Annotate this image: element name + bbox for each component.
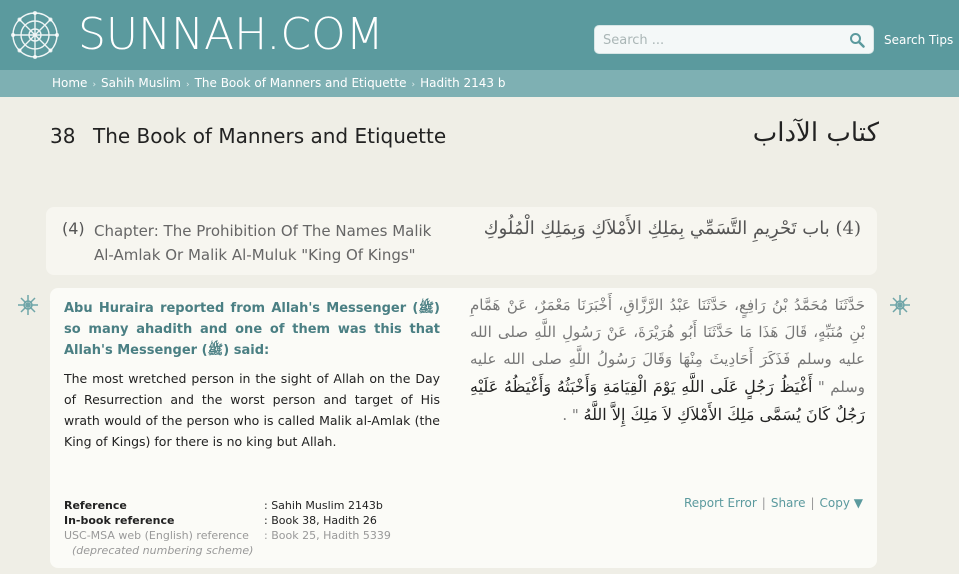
hadith-container (50, 288, 877, 568)
site-logo-text[interactable]: SUNNAH.COM (78, 9, 384, 60)
deprecated-reference-row (64, 528, 391, 543)
breadcrumb-hadith: Hadith 2143 b (420, 76, 506, 90)
chapter-header (46, 207, 877, 275)
site-header (0, 0, 959, 70)
hadith-end-arabic: " . (562, 406, 579, 424)
hadith-text-english: The most wretched person in the sight of Allah on the Day of Resurrection and the worst person and target of His wrath would of the person who is called Malik al-Amlak (the King of Kings) for there is no king but Allah. (64, 371, 440, 449)
inbook-reference-row (64, 513, 391, 528)
hadith-text-arabic (470, 292, 865, 429)
hadith-matn-arabic: أَغْيَظُ رَجُلٍ عَلَى اللَّهِ يَوْمَ الْقِيَامَةِ وَأَخْبَثُهُ وَأَغْيَظُهُ عَلَيْهِ رَجُلٌ كَانَ يُسَمَّى مَلِكَ الأَمْلاَكِ لاَ مَلِكَ إِلاَّ اللَّهُ (470, 377, 865, 424)
search-input[interactable] (603, 30, 843, 50)
book-title: The Book of Manners and Etiquette (93, 124, 447, 148)
chapter-title-english: Chapter: The Prohibition Of The Names Malik Al-Amlak Or Malik Al-Muluk "King Of Kings" (94, 222, 432, 264)
breadcrumb-bar (0, 70, 959, 97)
inbook-reference-label: In-book reference (64, 514, 175, 527)
search-tips-link[interactable]: Search Tips (884, 33, 954, 47)
hadith-left-ornament-icon[interactable] (17, 294, 39, 316)
breadcrumb-collection[interactable]: Sahih Muslim (101, 76, 181, 90)
deprecated-reference-label: USC-MSA web (English) reference (64, 529, 249, 542)
copy-dropdown[interactable]: Copy ▼ (819, 496, 863, 510)
sunnah-logo-icon[interactable] (10, 10, 60, 60)
breadcrumb-book[interactable]: The Book of Manners and Etiquette (194, 76, 407, 90)
book-number: 38 (50, 124, 76, 148)
reference-table (64, 498, 391, 558)
breadcrumb-separator-icon: › (185, 80, 190, 90)
chapter-number-arabic: (4) (835, 218, 861, 239)
breadcrumb-home[interactable]: Home (52, 76, 88, 90)
hadith-isnad-arabic: حَدَّثَنَا مُحَمَّدُ بْنُ رَافِعٍ، حَدَّثَنَا عَبْدُ الرَّزَّاقِ، أَخْبَرَنَا مَعْمَرٌ، عَنْ هَمَّامِ بْنِ مُنَبِّهٍ، قَالَ هَذَا مَا حَدَّثَنَا أَبُو هُرَيْرَةَ، عَنْ رَسُولِ اللَّهِ صلى الله عليه وسلم فَذَكَرَ أَحَادِيثَ مِنْهَا وَقَالَ رَسُولُ اللَّهِ صلى الله عليه وسلم " (470, 296, 865, 396)
search-icon[interactable] (849, 32, 865, 48)
action-separator: | (810, 496, 815, 510)
chapter-title-arabic (481, 217, 861, 241)
breadcrumb (52, 76, 506, 90)
reference-row (64, 498, 391, 513)
reference-label: Reference (64, 499, 127, 512)
deprecated-note: (deprecated numbering scheme) (72, 544, 254, 557)
hadith-right-ornament-icon[interactable] (889, 294, 911, 316)
search-box (594, 25, 874, 54)
report-error-link[interactable]: Report Error (683, 496, 757, 510)
action-separator: | (761, 496, 766, 510)
chapter-number: (4) (62, 219, 85, 238)
book-title-arabic: كتاب الآداب (752, 118, 879, 148)
hadith-actions (684, 496, 863, 510)
share-link[interactable]: Share (770, 496, 806, 510)
reference-value: : Sahih Muslim 2143b (264, 499, 383, 512)
breadcrumb-separator-icon: › (92, 80, 97, 90)
deprecated-reference-value: : Book 25, Hadith 5339 (264, 529, 391, 542)
hadith-narrator: Abu Huraira reported from Allah's Messenger (ﷺ) so many ahadith and one of them was this that Allah's Messenger (ﷺ) said: (64, 301, 440, 358)
breadcrumb-separator-icon: › (411, 80, 416, 90)
inbook-reference-value: : Book 38, Hadith 26 (264, 514, 377, 527)
chapter-title-arabic-text: باب تَحْرِيمِ التَّسَمِّي بِمَلِكِ الأَمْلاَكِ وَبِمَلِكِ الْمُلُوكِ (483, 218, 830, 239)
